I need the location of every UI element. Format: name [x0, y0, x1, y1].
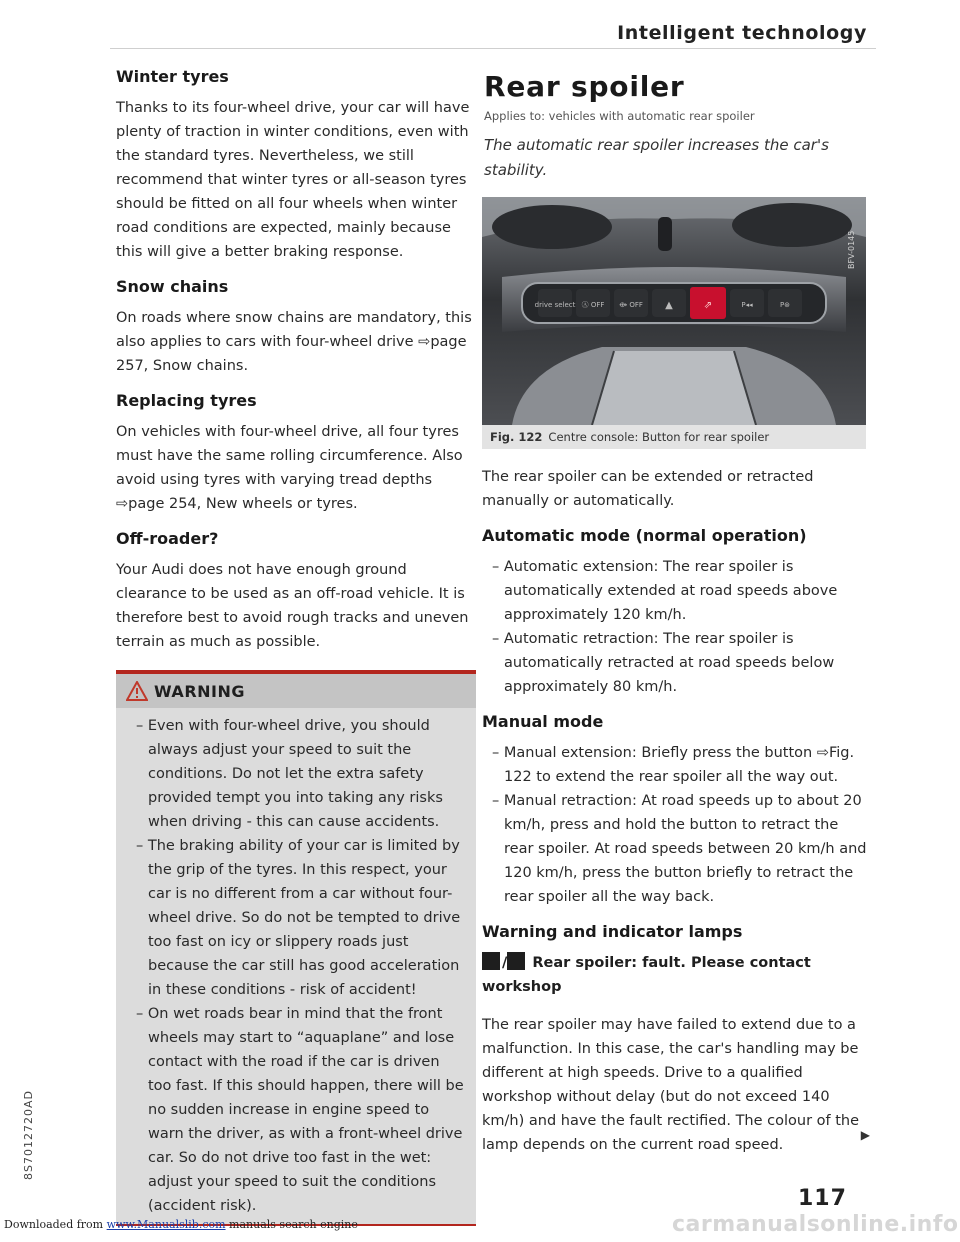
- button-label: P⊛: [779, 301, 791, 309]
- heading-winter-tyres: Winter tyres: [116, 67, 229, 86]
- warning-triangle-icon: [126, 681, 148, 701]
- footer-link[interactable]: www.Manualslib.com: [106, 1218, 226, 1231]
- manual-item: – Manual retraction: At road speeds up to about 20 km/h, press and hold the button to retract the rear spoiler. At road speeds between 20 km/h and 120 km/h, press the button briefly to retract the rear spoiler all the way back.: [482, 789, 868, 909]
- lamp-description: [482, 1013, 868, 1157]
- right-column: [482, 66, 868, 1169]
- warning-item: – The braking ability of your car is limited by the grip of the tyres. In this respect, your car is no different from a car without four-wheel drive. So do not be tempted to drive too fast on icy or slippery roads just because the car still has good acceleration in these conditions - risk of accident!: [126, 834, 466, 1002]
- body-text: The rear spoiler can be extended or retracted manually or automatically.: [482, 469, 814, 509]
- warning-header: [116, 674, 476, 708]
- text-replacing-tyres: On vehicles with four-wheel drive, all four tyres must have the same rolling circumference. Also avoid using tyres with varying tread depths ⇨page 254, New wheels or tyres.: [116, 424, 463, 512]
- figure-number: Fig. 122: [490, 430, 543, 444]
- manual-item: – Manual extension: Briefly press the button ⇨Fig. 122 to extend the rear spoiler all the way out.: [482, 741, 868, 789]
- lamp-description-text: The rear spoiler may have failed to extend due to a malfunction. In this case, the car's handling may be different at high speeds. Drive to a qualified workshop without delay (but do not exceed 140 km/h) and have the fault rectified. The colour of the lamp depends on the current road speed.: [482, 1017, 860, 1153]
- warning-box: [116, 670, 476, 1226]
- text-winter-tyres: Thanks to its four-wheel drive, your car will have plenty of traction in winter conditions, even with the standard tyres. Nevertheless, we still recommend that winter tyres or all-season tyres should be fitted on all four wheels when winter road conditions are expected, mainly because this will give a better braking response.: [116, 100, 470, 260]
- warning-title: WARNING: [154, 681, 245, 701]
- figure-photo-centre-console: [482, 197, 866, 425]
- text-off-roader: Your Audi does not have enough ground clearance to be used as an off-road vehicle. It is therefore best to avoid rough tracks and uneven terrain as much as possible.: [116, 562, 469, 650]
- auto-item: – Automatic extension: The rear spoiler is automatically extended at road speeds above approximately 120 km/h.: [482, 555, 868, 627]
- lamp-separator: /: [502, 955, 508, 971]
- left-column: [116, 66, 476, 1226]
- lamp-text: Rear spoiler: fault. Please contact workshop: [482, 955, 811, 995]
- margin-code-text: 8S7012720AD: [22, 1090, 35, 1180]
- heading-snow-chains: Snow chains: [116, 277, 229, 296]
- button-label: ⇗: [703, 300, 713, 311]
- heading-replacing-tyres: Replacing tyres: [116, 391, 257, 410]
- page-header-title: Intelligent technology: [617, 22, 867, 44]
- next-page-arrow-icon: ▶: [860, 1128, 870, 1142]
- heading-warning-lamps: Warning and indicator lamps: [482, 922, 743, 941]
- section-off-roader: [116, 528, 476, 654]
- section-snow-chains: [116, 276, 476, 378]
- heading-off-roader: Off-roader?: [116, 529, 219, 548]
- section-winter-tyres: [116, 66, 476, 264]
- lamp-icon: [507, 952, 525, 970]
- header-rule: [110, 48, 876, 49]
- figure-caption-text: Centre console: Button for rear spoiler: [548, 430, 770, 444]
- lamp-line: [482, 951, 868, 999]
- intro-text: The automatic rear spoiler increases the car's stability.: [484, 136, 829, 179]
- button-label: drive select: [534, 301, 576, 309]
- figure-caption: [482, 425, 866, 449]
- footer-prefix: Downloaded from: [4, 1218, 107, 1231]
- footer-suffix: manuals search engine: [225, 1218, 358, 1231]
- section-replacing-tyres: [116, 390, 476, 516]
- warning-item: – On wet roads bear in mind that the front wheels may start to “aquaplane” and lose contact with the road if the car is driven too fast. If this should happen, there will be no sudden increase in engine speed to warn the driver, as with a front-wheel drive car. So do not drive too fast in the wet: adjust your speed to suit the conditions (accident risk).: [126, 1002, 466, 1218]
- button-label: P◂◂: [741, 301, 753, 309]
- button-label: ▲: [665, 300, 673, 311]
- text-snow-chains: On roads where snow chains are mandatory, this also applies to cars with four-wheel drive ⇨page 257, Snow chains.: [116, 310, 472, 374]
- auto-item: – Automatic retraction: The rear spoiler is automatically retracted at road speeds below approximately 80 km/h.: [482, 627, 868, 699]
- download-footer: [4, 1218, 358, 1231]
- warning-item: – Even with four-wheel drive, you should always adjust your speed to suit the conditions. Do not let the extra safety provided tempt you into taking any risks when driving - this can cause accidents.: [126, 714, 466, 834]
- heading-manual-mode: Manual mode: [482, 712, 604, 731]
- button-label: ⟴ OFF: [619, 301, 643, 309]
- button-label: Ⓐ OFF: [581, 301, 605, 309]
- page-number: 117: [798, 1186, 847, 1211]
- centre-console-photo: [482, 197, 866, 425]
- section-title-rear-spoiler: Rear spoiler: [484, 70, 685, 103]
- spoiler-fault-lamp-icon: [482, 952, 500, 970]
- warning-body: [116, 708, 476, 1224]
- heading-automatic-mode: Automatic mode (normal operation): [482, 526, 807, 545]
- watermark: carmanualsonline.info: [672, 1212, 959, 1237]
- figure-code: BFV-0145: [847, 230, 856, 269]
- applies-to-note: Applies to: vehicles with automatic rear spoiler: [484, 109, 755, 123]
